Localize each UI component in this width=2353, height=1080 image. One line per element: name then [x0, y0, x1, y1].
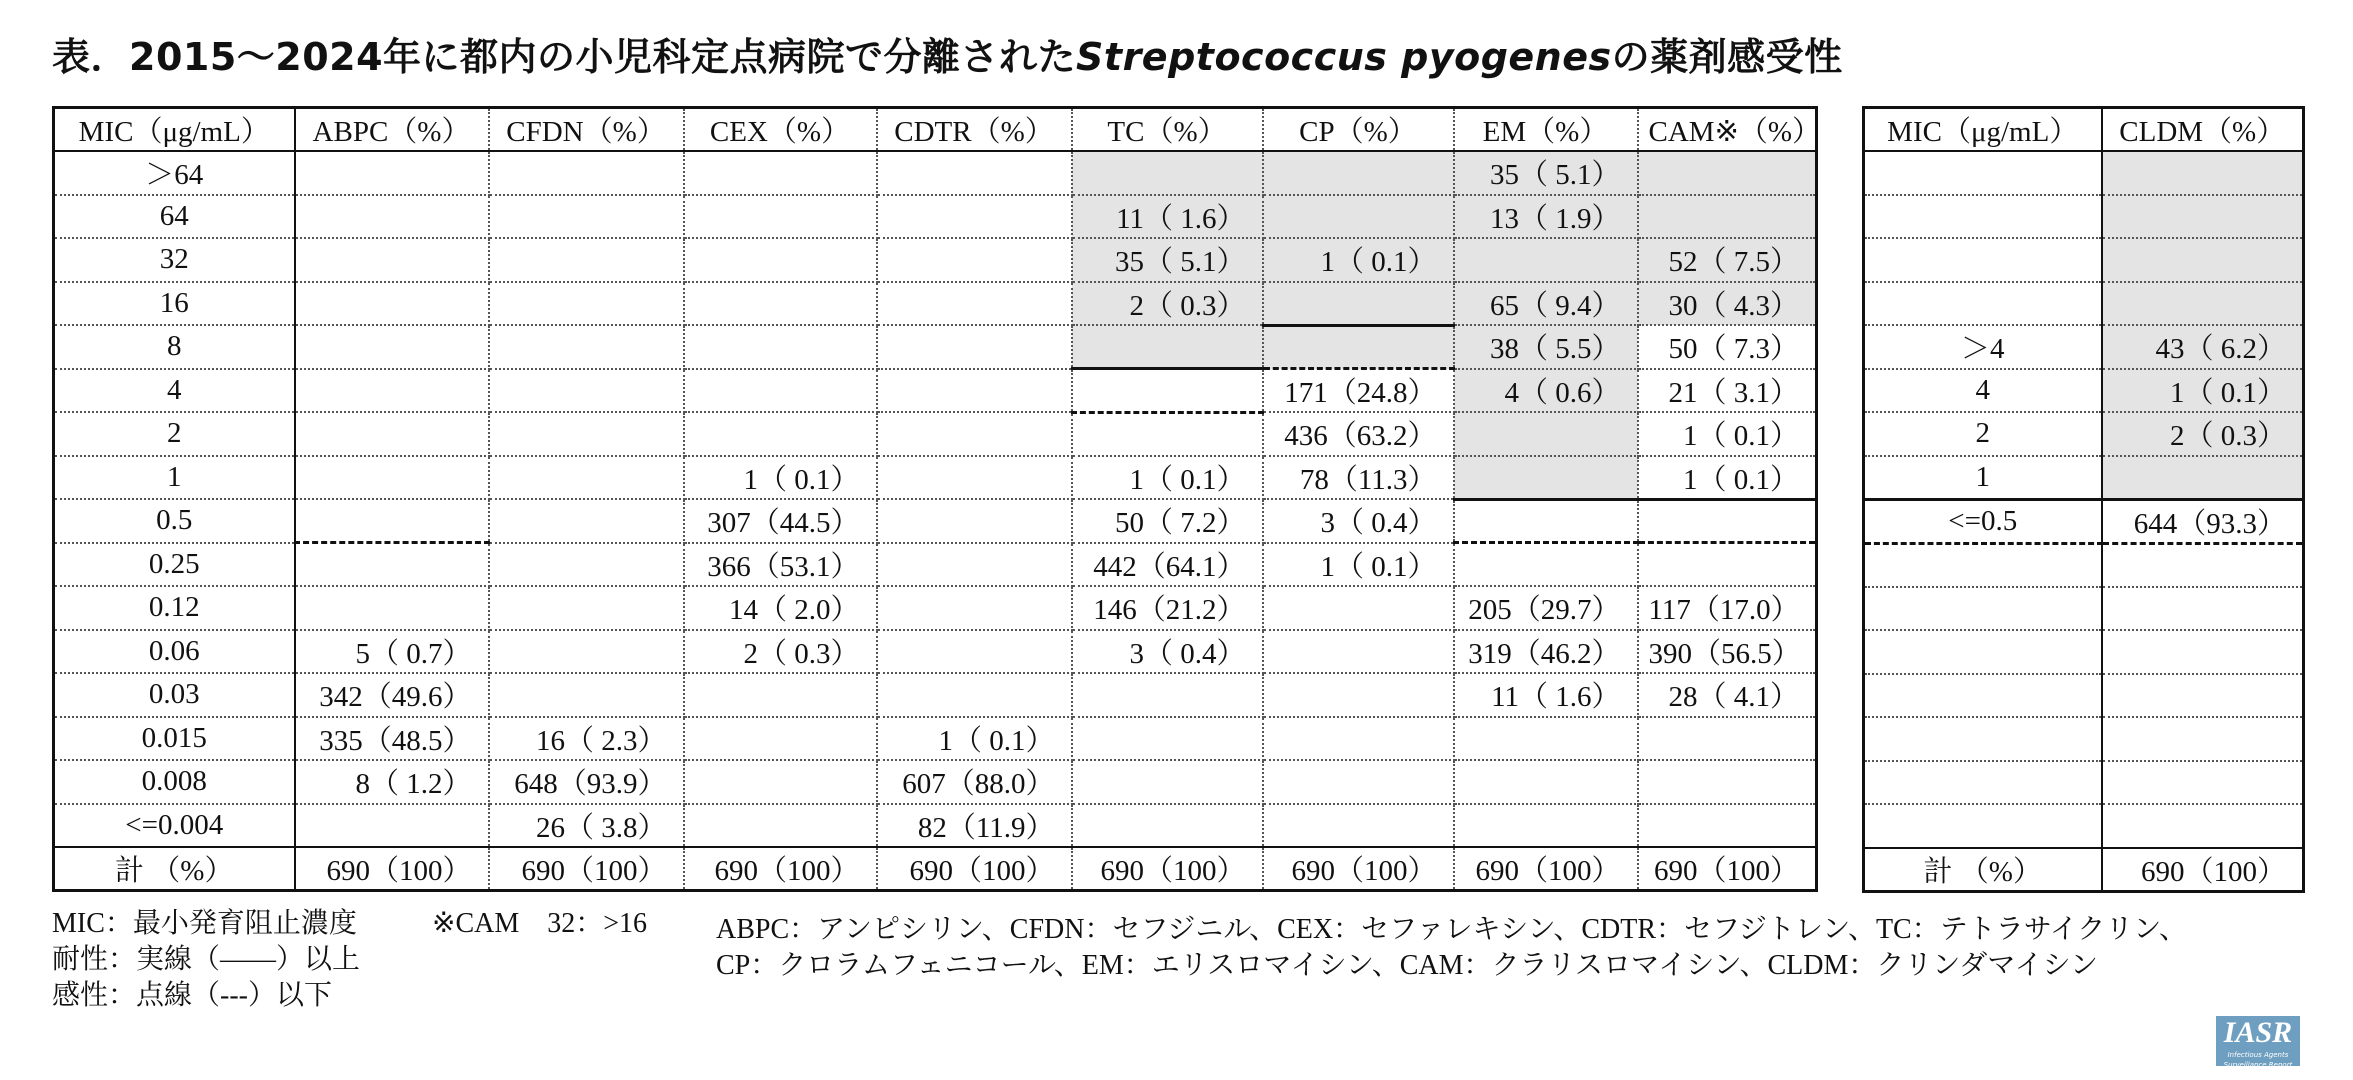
table-row — [54, 325, 1817, 369]
count-cell — [877, 673, 1072, 717]
count-cell — [877, 369, 1072, 413]
mic-value: 0.25 — [54, 543, 295, 587]
count-cell — [295, 282, 489, 326]
count-cell — [1454, 717, 1638, 761]
mic-value — [1864, 804, 2102, 848]
table-row — [1864, 412, 2304, 456]
iasr-logo — [2216, 1016, 2300, 1069]
table-row — [54, 499, 1817, 543]
count-cell — [684, 673, 877, 717]
count-cell — [1638, 195, 1817, 239]
mic-value: <=0.5 — [1864, 499, 2102, 543]
count-cell — [295, 369, 489, 413]
count-cell — [489, 412, 684, 456]
count-cell — [489, 195, 684, 239]
total-cell: 690（100） — [1638, 847, 1817, 891]
mic-value: 2 — [1864, 412, 2102, 456]
susceptibility-table — [52, 106, 1822, 892]
total-cell: 690（100） — [489, 847, 684, 891]
footnote-legend — [52, 906, 360, 1014]
column-header: CFDN（%） — [489, 108, 684, 152]
count-cell: 4（ 0.6） — [1454, 369, 1638, 413]
count-cell: 390（56.5） — [1638, 630, 1817, 674]
table-row — [54, 369, 1817, 413]
count-cell — [2102, 543, 2304, 587]
count-cell — [1072, 151, 1263, 195]
count-cell — [877, 238, 1072, 282]
count-cell: 436（63.2） — [1263, 412, 1454, 456]
table-row — [1864, 630, 2304, 674]
count-cell — [2102, 804, 2304, 848]
count-cell — [2102, 456, 2304, 500]
logo-text: IASR — [2223, 1016, 2293, 1049]
count-cell — [295, 412, 489, 456]
total-row — [1864, 848, 2304, 892]
table-row — [54, 673, 1817, 717]
count-cell — [1454, 543, 1638, 587]
count-cell — [877, 499, 1072, 543]
table-row — [54, 195, 1817, 239]
table-row — [1864, 238, 2304, 282]
count-cell — [295, 238, 489, 282]
count-cell — [1638, 499, 1817, 543]
total-cell: 690（100） — [877, 847, 1072, 891]
count-cell — [877, 456, 1072, 500]
count-cell — [295, 325, 489, 369]
count-cell — [295, 586, 489, 630]
mic-value: <=0.004 — [54, 804, 295, 848]
count-cell — [1454, 412, 1638, 456]
count-cell — [489, 325, 684, 369]
count-cell — [1263, 282, 1454, 326]
column-header: CAM※（%） — [1638, 108, 1817, 152]
column-header-mic: MIC（μg/mL） — [1864, 108, 2102, 152]
count-cell — [489, 543, 684, 587]
table-row — [1864, 195, 2304, 239]
count-cell — [1263, 195, 1454, 239]
footnote-mic: MIC：最小発育阻止濃度 — [52, 908, 357, 939]
count-cell: 1（ 0.1） — [684, 456, 877, 500]
column-header: EM（%） — [1454, 108, 1638, 152]
count-cell — [295, 456, 489, 500]
footnote-susceptible: 感性：点線（---）以下 — [52, 980, 332, 1011]
count-cell: 43（ 6.2） — [2102, 325, 2304, 369]
count-cell — [489, 499, 684, 543]
count-cell — [1638, 804, 1817, 848]
count-cell — [1263, 325, 1454, 369]
table-row — [1864, 325, 2304, 369]
count-cell — [1454, 456, 1638, 500]
count-cell: 171（24.8） — [1263, 369, 1454, 413]
table-row — [1864, 587, 2304, 631]
count-cell — [877, 412, 1072, 456]
mic-value — [1864, 761, 2102, 805]
total-label: 計 （%） — [54, 847, 295, 891]
count-cell: 16（ 2.3） — [489, 717, 684, 761]
count-cell — [1263, 151, 1454, 195]
count-cell: 2（ 0.3） — [684, 630, 877, 674]
count-cell — [1638, 151, 1817, 195]
table-row — [54, 282, 1817, 326]
table-row — [1864, 717, 2304, 761]
table-row — [54, 543, 1817, 587]
count-cell — [684, 151, 877, 195]
count-cell — [877, 586, 1072, 630]
count-cell: 8（ 1.2） — [295, 760, 489, 804]
footnote-resistant: 耐性：実線（――）以上 — [52, 944, 361, 975]
mic-value — [1864, 238, 2102, 282]
count-cell — [2102, 238, 2304, 282]
count-cell: 335（48.5） — [295, 717, 489, 761]
column-header: TC（%） — [1072, 108, 1263, 152]
count-cell: 13（ 1.9） — [1454, 195, 1638, 239]
count-cell: 35（ 5.1） — [1454, 151, 1638, 195]
count-cell — [1263, 586, 1454, 630]
count-cell: 319（46.2） — [1454, 630, 1638, 674]
column-header: ABPC（%） — [295, 108, 489, 152]
total-cell: 690（100） — [2102, 848, 2304, 892]
count-cell: 30（ 4.3） — [1638, 282, 1817, 326]
count-cell — [877, 325, 1072, 369]
count-cell: 2（ 0.3） — [2102, 412, 2304, 456]
count-cell — [684, 760, 877, 804]
count-cell — [877, 151, 1072, 195]
count-cell: 65（ 9.4） — [1454, 282, 1638, 326]
logo-subtext: Infectious Agents Surveillance Report — [2223, 1051, 2293, 1069]
count-cell: 21（ 3.1） — [1638, 369, 1817, 413]
count-cell — [2102, 151, 2304, 195]
total-cell: 690（100） — [1072, 847, 1263, 891]
count-cell — [1638, 717, 1817, 761]
count-cell — [1454, 499, 1638, 543]
table-row — [1864, 369, 2304, 413]
count-cell: 1（ 0.1） — [1638, 412, 1817, 456]
count-cell: 342（49.6） — [295, 673, 489, 717]
table-row — [54, 151, 1817, 195]
count-cell — [1263, 717, 1454, 761]
count-cell — [684, 804, 877, 848]
count-cell — [1072, 760, 1263, 804]
count-cell — [489, 238, 684, 282]
mic-value: 64 — [54, 195, 295, 239]
count-cell: 50（ 7.3） — [1638, 325, 1817, 369]
count-cell — [2102, 630, 2304, 674]
count-cell: 5（ 0.7） — [295, 630, 489, 674]
count-cell — [1072, 369, 1263, 413]
mic-value: 0.008 — [54, 760, 295, 804]
count-cell — [489, 456, 684, 500]
count-cell: 366（53.1） — [684, 543, 877, 587]
mic-value: 2 — [54, 412, 295, 456]
mic-value: 16 — [54, 282, 295, 326]
table-row — [1864, 499, 2304, 543]
count-cell: 82（11.9） — [877, 804, 1072, 848]
mic-value — [1864, 717, 2102, 761]
table-row — [54, 586, 1817, 630]
count-cell — [2102, 195, 2304, 239]
column-header: CLDM（%） — [2102, 108, 2304, 152]
mic-value — [1864, 195, 2102, 239]
count-cell — [2102, 674, 2304, 718]
count-cell — [2102, 587, 2304, 631]
count-cell — [877, 543, 1072, 587]
table-row — [1864, 761, 2304, 805]
table-row — [54, 717, 1817, 761]
table-row — [54, 630, 1817, 674]
count-cell: 26（ 3.8） — [489, 804, 684, 848]
count-cell — [1454, 238, 1638, 282]
mic-value: ＞64 — [54, 151, 295, 195]
count-cell — [1454, 760, 1638, 804]
count-cell — [684, 412, 877, 456]
footnote-abbreviations — [716, 912, 2187, 984]
mic-value — [1864, 587, 2102, 631]
count-cell: 3（ 0.4） — [1263, 499, 1454, 543]
count-cell — [1638, 760, 1817, 804]
count-cell: 1（ 0.1） — [1263, 543, 1454, 587]
count-cell: 2（ 0.3） — [1072, 282, 1263, 326]
count-cell — [1072, 673, 1263, 717]
count-cell — [489, 630, 684, 674]
count-cell: 28（ 4.1） — [1638, 673, 1817, 717]
count-cell — [684, 717, 877, 761]
count-cell — [2102, 761, 2304, 805]
count-cell — [1072, 804, 1263, 848]
count-cell — [684, 325, 877, 369]
count-cell — [1072, 717, 1263, 761]
mic-value: ＞4 — [1864, 325, 2102, 369]
count-cell — [489, 369, 684, 413]
count-cell: 607（88.0） — [877, 760, 1072, 804]
count-cell — [877, 195, 1072, 239]
count-cell: 1（ 0.1） — [1072, 456, 1263, 500]
count-cell — [684, 282, 877, 326]
count-cell — [295, 804, 489, 848]
clindamycin-table — [1862, 106, 2305, 893]
count-cell: 1（ 0.1） — [877, 717, 1072, 761]
title-prefix: 表．2015～2024年に都内の小児科定点病院で分離された — [52, 35, 1077, 79]
total-cell: 690（100） — [295, 847, 489, 891]
mic-value: 4 — [54, 369, 295, 413]
total-cell: 690（100） — [1454, 847, 1638, 891]
count-cell — [489, 151, 684, 195]
title-organism: Streptococcus pyogenes — [1076, 35, 1612, 79]
table-row — [54, 238, 1817, 282]
mic-value: 0.06 — [54, 630, 295, 674]
count-cell: 38（ 5.5） — [1454, 325, 1638, 369]
count-cell: 14（ 2.0） — [684, 586, 877, 630]
count-cell: 1（ 0.1） — [1263, 238, 1454, 282]
table-row — [54, 456, 1817, 500]
mic-value: 0.03 — [54, 673, 295, 717]
count-cell: 11（ 1.6） — [1454, 673, 1638, 717]
page-title — [52, 26, 1843, 81]
count-cell — [877, 630, 1072, 674]
count-cell: 117（17.0） — [1638, 586, 1817, 630]
count-cell — [295, 151, 489, 195]
table-row — [54, 760, 1817, 804]
column-header: CEX（%） — [684, 108, 877, 152]
table-row — [1864, 674, 2304, 718]
total-cell: 690（100） — [684, 847, 877, 891]
title-suffix: の薬剤感受性 — [1611, 35, 1843, 79]
mic-value — [1864, 674, 2102, 718]
mic-value — [1864, 630, 2102, 674]
count-cell — [877, 282, 1072, 326]
column-header: CDTR（%） — [877, 108, 1072, 152]
table-row — [1864, 543, 2304, 587]
count-cell — [2102, 282, 2304, 326]
mic-value — [1864, 543, 2102, 587]
count-cell: 52（ 7.5） — [1638, 238, 1817, 282]
count-cell: 1（ 0.1） — [1638, 456, 1817, 500]
count-cell: 35（ 5.1） — [1072, 238, 1263, 282]
count-cell — [1454, 804, 1638, 848]
count-cell: 1（ 0.1） — [2102, 369, 2304, 413]
mic-value — [1864, 282, 2102, 326]
table-row — [1864, 282, 2304, 326]
count-cell — [1072, 412, 1263, 456]
mic-value: 32 — [54, 238, 295, 282]
total-label: 計 （%） — [1864, 848, 2102, 892]
count-cell — [1638, 543, 1817, 587]
count-cell — [684, 195, 877, 239]
abbreviations-line-1: ABPC：アンピシリン、CFDN：セフジニル、CEX：セファレキシン、CDTR：セフジトレン、TC：テトラサイクリン、 — [716, 914, 2187, 945]
mic-value — [1864, 151, 2102, 195]
count-cell — [684, 369, 877, 413]
table-row — [1864, 456, 2304, 500]
mic-value: 1 — [54, 456, 295, 500]
table-row — [54, 804, 1817, 848]
count-cell: 205（29.7） — [1454, 586, 1638, 630]
column-header: CP（%） — [1263, 108, 1454, 152]
table-row — [54, 412, 1817, 456]
count-cell — [489, 282, 684, 326]
count-cell — [1263, 673, 1454, 717]
abbreviations-line-2: CP：クロラムフェニコール、EM：エリスロマイシン、CAM：クラリスロマイシン、CLDM：クリンダマイシン — [716, 950, 2098, 981]
table-row — [1864, 804, 2304, 848]
footnote-cam: ※CAM 32：>16 — [432, 908, 648, 939]
column-header-mic: MIC（μg/mL） — [54, 108, 295, 152]
mic-value: 8 — [54, 325, 295, 369]
count-cell — [2102, 717, 2304, 761]
count-cell: 50（ 7.2） — [1072, 499, 1263, 543]
mic-value: 0.5 — [54, 499, 295, 543]
count-cell: 442（64.1） — [1072, 543, 1263, 587]
mic-value: 0.015 — [54, 717, 295, 761]
count-cell: 3（ 0.4） — [1072, 630, 1263, 674]
count-cell: 78（11.3） — [1263, 456, 1454, 500]
count-cell — [1263, 760, 1454, 804]
mic-value: 0.12 — [54, 586, 295, 630]
count-cell: 11（ 1.6） — [1072, 195, 1263, 239]
mic-value: 4 — [1864, 369, 2102, 413]
count-cell: 644（93.3） — [2102, 499, 2304, 543]
total-row — [54, 847, 1817, 891]
count-cell — [1263, 630, 1454, 674]
count-cell — [1072, 325, 1263, 369]
count-cell — [295, 543, 489, 587]
count-cell: 648（93.9） — [489, 760, 684, 804]
total-cell: 690（100） — [1263, 847, 1454, 891]
count-cell — [1263, 804, 1454, 848]
count-cell — [489, 673, 684, 717]
count-cell: 146（21.2） — [1072, 586, 1263, 630]
count-cell — [295, 499, 489, 543]
count-cell — [295, 195, 489, 239]
count-cell — [489, 586, 684, 630]
table-row — [1864, 151, 2304, 195]
mic-value: 1 — [1864, 456, 2102, 500]
count-cell: 307（44.5） — [684, 499, 877, 543]
count-cell — [684, 238, 877, 282]
